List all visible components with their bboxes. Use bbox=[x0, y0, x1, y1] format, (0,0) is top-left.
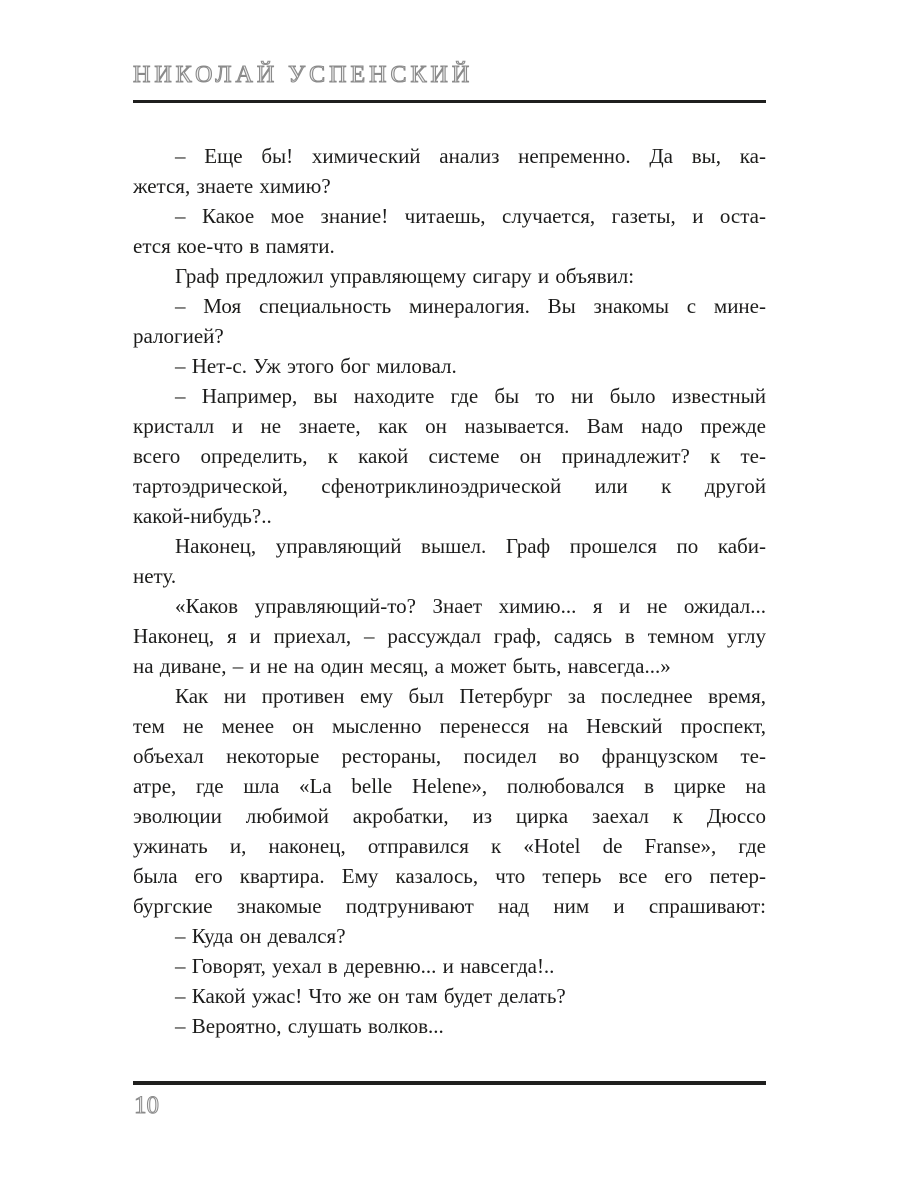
text-line: всего определить, к какой системе он принадлежит? к те- bbox=[133, 444, 766, 468]
text-line: атре, где шла «La belle Helene», полюбовался в цирке на bbox=[133, 774, 766, 798]
text-line: – Моя специальность минералогия. Вы знакомы с мине- bbox=[175, 294, 766, 318]
text-line: – Вероятно, слушать волков... bbox=[175, 1014, 444, 1038]
text-line: Как ни противен ему был Петербург за последнее время, bbox=[175, 684, 766, 708]
text-line: была его квартира. Ему казалось, что теперь все его петер- bbox=[133, 864, 766, 888]
text-line: жется, знаете химию? bbox=[133, 174, 331, 198]
header-rule bbox=[133, 100, 766, 103]
text-line: – Например, вы находите где бы то ни было известный bbox=[175, 384, 766, 408]
text-line: Граф предложил управляющему сигару и объявил: bbox=[175, 264, 635, 288]
text-line: бургские знакомые подтрунивают над ним и спрашивают: bbox=[133, 894, 766, 918]
text-line: какой-нибудь?.. bbox=[133, 504, 272, 528]
text-line: ется кое-что в памяти. bbox=[133, 234, 335, 258]
running-header-title: НИКОЛАЙ УСПЕНСКИЙ bbox=[133, 62, 474, 88]
text-line: «Каков управляющий-то? Знает химию... я и не ожидал... bbox=[175, 594, 766, 618]
text-line: – Нет-с. Уж этого бог миловал. bbox=[175, 354, 457, 378]
text-line: нету. bbox=[133, 564, 177, 588]
text-line: на диване, – и не на один месяц, а может быть, навсегда...» bbox=[133, 654, 671, 678]
text-line: – Какое мое знание! читаешь, случается, газеты, и оста- bbox=[175, 204, 766, 228]
text-line: объехал некоторые рестораны, посидел во французском те- bbox=[133, 744, 766, 768]
text-line: – Куда он девался? bbox=[175, 924, 346, 948]
text-line: – Говорят, уехал в деревню... и навсегда!.. bbox=[175, 954, 555, 978]
text-line: тартоэдрической, сфенотриклиноэдрической или к другой bbox=[133, 474, 766, 498]
text-line: ралогией? bbox=[133, 324, 224, 348]
text-line: – Еще бы! химический анализ непременно. Да вы, ка- bbox=[175, 144, 766, 168]
text-line: тем не менее он мысленно перенесся на Невский проспект, bbox=[133, 714, 766, 738]
text-line: – Какой ужас! Что же он там будет делать? bbox=[175, 984, 566, 1008]
text-line: кристалл и не знаете, как он называется. Вам надо прежде bbox=[133, 414, 766, 438]
page-number: 10 bbox=[134, 1092, 159, 1119]
text-line: ужинать и, наконец, отправился к «Hotel de Franse», где bbox=[133, 834, 766, 858]
body-text bbox=[133, 141, 766, 1041]
footer-rule bbox=[133, 1081, 766, 1085]
text-line: Наконец, я и приехал, – рассуждал граф, садясь в темном углу bbox=[133, 624, 766, 648]
text-line: Наконец, управляющий вышел. Граф прошелся по каби- bbox=[175, 534, 766, 558]
text-line: эволюции любимой акробатки, из цирка заехал к Дюссо bbox=[133, 804, 766, 828]
